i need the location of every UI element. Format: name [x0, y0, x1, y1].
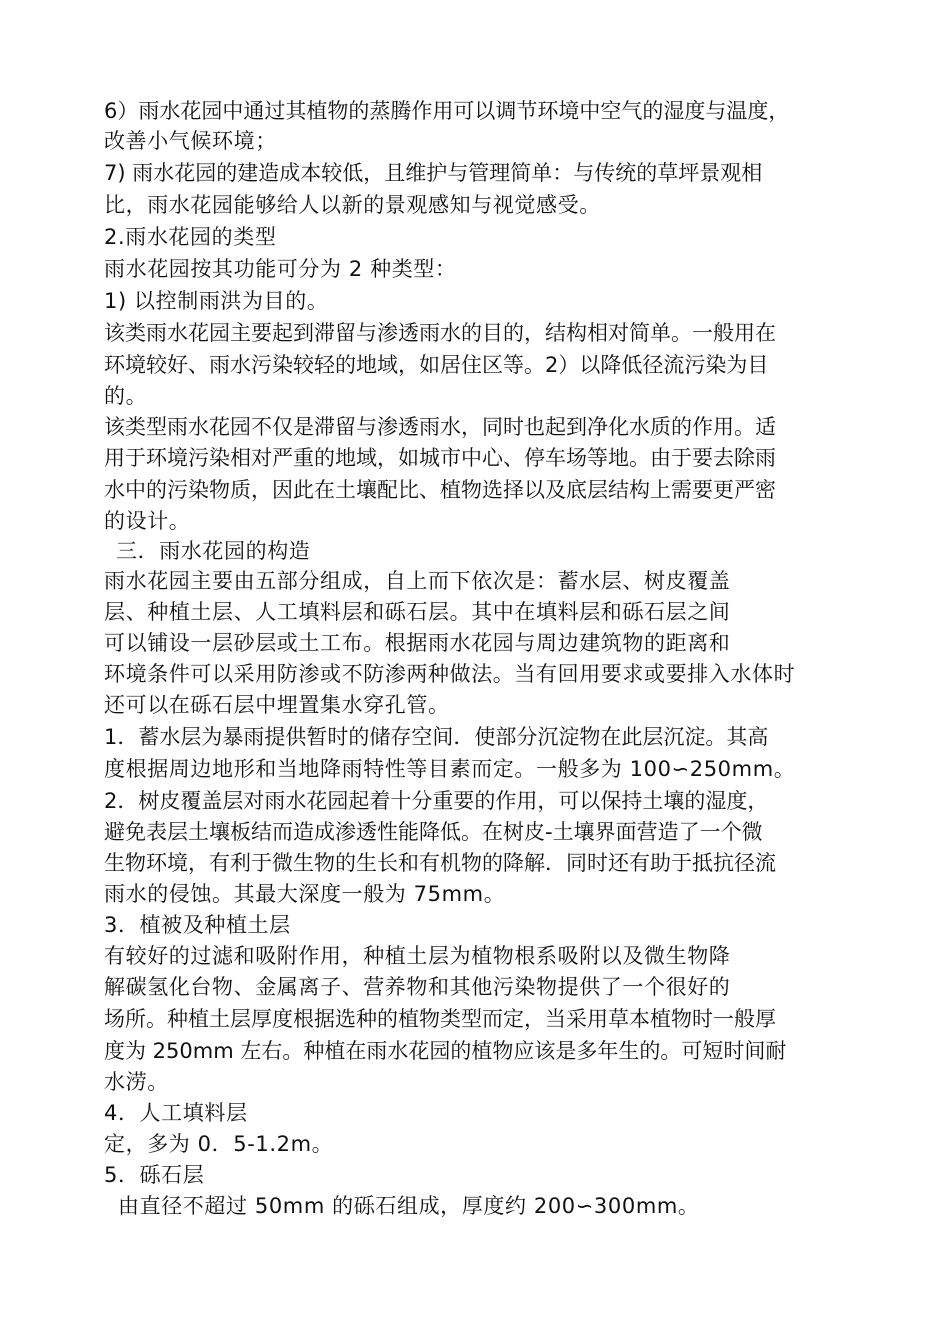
- text-line: 环境条件可以采用防渗或不防渗两种做法。当有回用要求或要排入水体时: [104, 662, 796, 686]
- text-line: 2．树皮覆盖层对雨水花园起着十分重要的作用，可以保持土壤的湿度，: [104, 789, 769, 813]
- text-line: 雨水花园按其功能可分为 2 种类型：: [104, 257, 457, 281]
- text-line: 该类雨水花园主要起到滞留与渗透雨水的目的，结构相对简单。一般用在: [104, 321, 776, 345]
- text-line: 7) 雨水花园的建造成本较低，且维护与管理简单：与传统的草坪景观相: [104, 161, 763, 185]
- list-item-heading: 5．砾石层: [104, 1163, 205, 1187]
- section-heading: 三．雨水花园的构造: [116, 539, 311, 563]
- text-line: 生物环境，有利于微生物的生长和有机物的降解．同时还有助于抵抗径流: [104, 851, 776, 875]
- text-line: 雨水的侵蚀。其最大深度一般为 75mm。: [104, 882, 506, 906]
- section-heading: 2.雨水花园的类型: [104, 225, 277, 249]
- text-line: 由直径不超过 50mm 的砾石组成，厚度约 200∽300mm。: [118, 1194, 700, 1218]
- text-line: 6）雨水花园中通过其植物的蒸腾作用可以调节环境中空气的湿度与温度，: [104, 99, 790, 123]
- text-line: 度为 250mm 左右。种植在雨水花园的植物应该是多年生的。可短时间耐: [104, 1039, 787, 1063]
- text-line: 1．蓄水层为暴雨提供暂时的储存空间．使部分沉淀物在此层沉淀。其高: [104, 725, 769, 749]
- list-item-heading: 3．植被及种植土层: [104, 913, 291, 937]
- text-line: 场所。种植土层厚度根据选种的植物类型而定，当采用草本植物时一般厚: [104, 1007, 776, 1031]
- text-line: 层、种植土层、人工填料层和砾石层。其中在填料层和砾石层之间: [104, 600, 731, 624]
- text-line: 雨水花园主要由五部分组成，自上而下依次是：蓄水层、树皮覆盖: [104, 569, 731, 593]
- list-item-heading: 4．人工填料层: [104, 1101, 248, 1125]
- list-item-heading: 1) 以控制雨洪为目的。: [104, 289, 329, 313]
- text-line: 的设计。: [104, 509, 191, 533]
- text-line: 用于环境污染相对严重的地域，如城市中心、停车场等地。由于要去除雨: [104, 446, 776, 470]
- text-line: 环境较好、雨水污染较轻的地域，如居住区等。2）以降低径流污染为目: [104, 353, 769, 377]
- text-line: 改善小气候环境；: [104, 129, 277, 153]
- text-line: 的。: [104, 384, 148, 408]
- text-line: 水中的污染物质，因此在土壤配比、植物选择以及底层结构上需要更严密: [104, 478, 776, 502]
- text-line: 定，多为 0．5-1.2m。: [104, 1132, 334, 1156]
- text-line: 度根据周边地形和当地降雨特性等目素而定。一般多为 100∽250mm。: [104, 757, 796, 781]
- text-line: 该类型雨水花园不仅是滞留与渗透雨水，同时也起到净化水质的作用。适: [104, 415, 776, 439]
- text-line: 水涝。: [104, 1070, 169, 1094]
- text-line: 避免表层土壤板结而造成渗透性能降低。在树皮-土壤界面营造了一个微: [104, 820, 763, 844]
- text-line: 还可以在砾石层中埋置集水穿孔管。: [104, 693, 450, 717]
- text-line: 比，雨水花园能够给人以新的景观感知与视觉感受。: [104, 193, 601, 217]
- text-line: 有较好的过滤和吸附作用，种植土层为植物根系吸附以及微生物降: [104, 944, 731, 968]
- text-line: 可以铺设一层砂层或土工布。根据雨水花园与周边建筑物的距离和: [104, 631, 731, 655]
- text-line: 解碳氢化台物、金属离子、营养物和其他污染物提供了一个很好的: [104, 975, 731, 999]
